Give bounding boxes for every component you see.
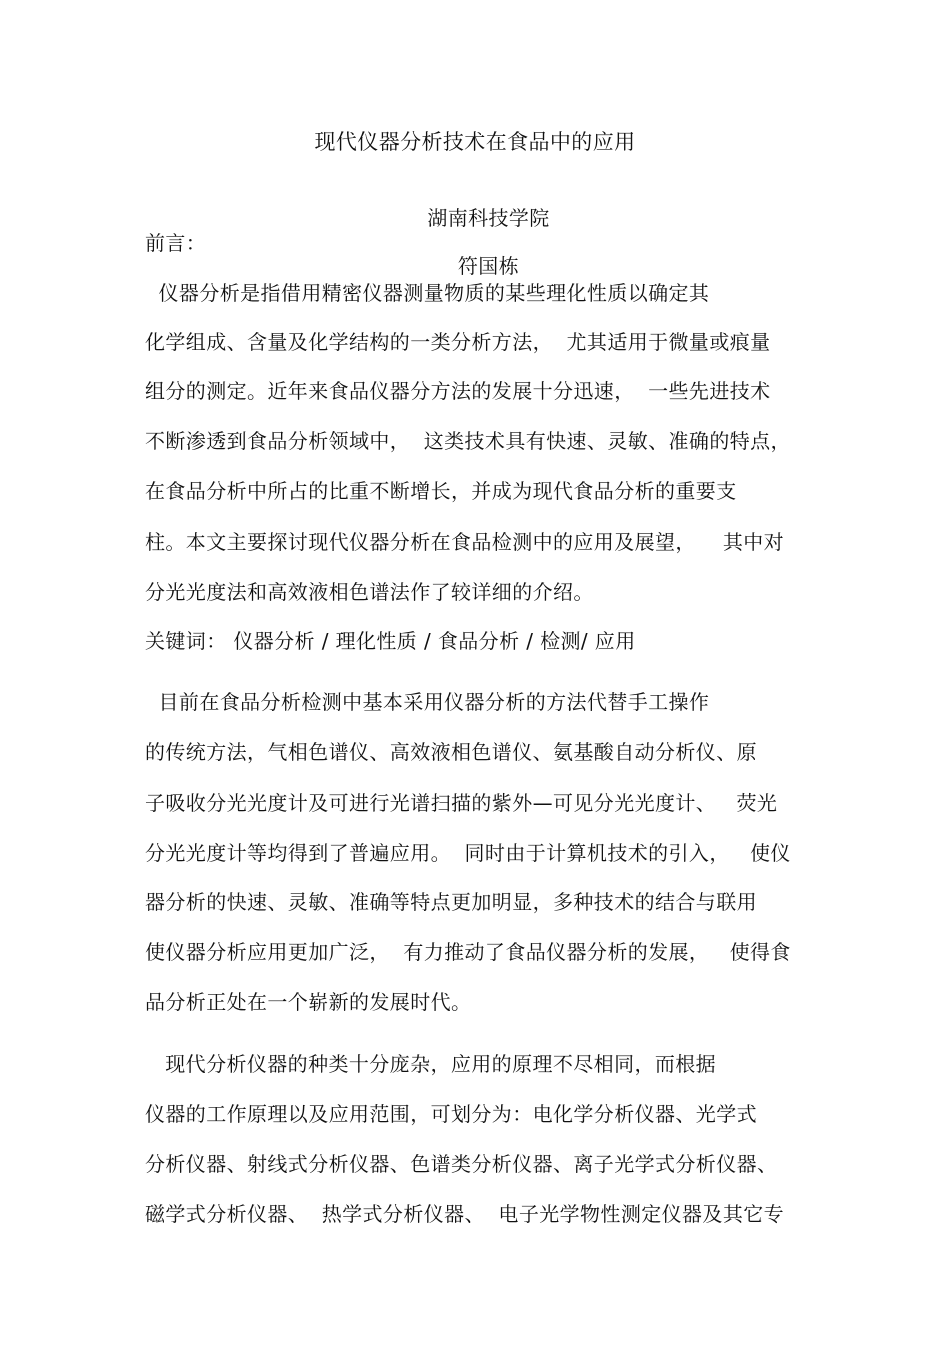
author: 符国栋 xyxy=(457,254,520,278)
paragraph-line: 分析仪器、射线式分析仪器、色谱类分析仪器、离子光学式分析仪器、 xyxy=(145,1152,778,1176)
paragraph-line: 品分析正处在一个崭新的发展时代。 xyxy=(145,990,472,1014)
preface-line: 不断渗透到食品分析领域中， 这类技术具有快速、灵敏、准确的特点， xyxy=(145,429,791,453)
preface-line: 仪器分析是指借用精密仪器测量物质的某些理化性质以确定其 xyxy=(145,281,710,305)
paragraph-line: 子吸收分光光度计及可进行光谱扫描的紫外—可见分光光度计、 荧光 xyxy=(145,791,778,815)
preface-line: 化学组成、含量及化学结构的一类分析方法， 尤其适用于微量或痕量 xyxy=(145,330,771,354)
keywords: 关键词： 仪器分析 / 理化性质 / 食品分析 / 检测/ 应用 xyxy=(145,629,636,653)
paragraph-line: 分光光度计等均得到了普遍应用。 同时由于计算机技术的引入， 使仪 xyxy=(145,841,791,865)
paragraph-line: 目前在食品分析检测中基本采用仪器分析的方法代替手工操作 xyxy=(145,690,710,714)
paragraph-line: 器分析的快速、灵敏、准确等特点更加明显，多种技术的结合与联用 xyxy=(145,890,757,914)
paragraph-line: 磁学式分析仪器、 热学式分析仪器、 电子光学物性测定仪器及其它专 xyxy=(145,1202,785,1226)
document-title: 现代仪器分析技术在食品中的应用 xyxy=(314,130,636,154)
paragraph-line: 现代分析仪器的种类十分庞杂，应用的原理不尽相同，而根据 xyxy=(145,1052,717,1076)
preface-line: 在食品分析中所占的比重不断增长，并成为现代食品分析的重要支 xyxy=(145,479,737,503)
paragraph-line: 使仪器分析应用更加广泛， 有力推动了食品仪器分析的发展， 使得食 xyxy=(145,940,791,964)
preface-line: 组分的测定。近年来食品仪器分方法的发展十分迅速， 一些先进技术 xyxy=(145,379,771,403)
paragraph-line: 的传统方法，气相色谱仪、高效液相色谱仪、氨基酸自动分析仪、原 xyxy=(145,740,757,764)
paragraph-line: 仪器的工作原理以及应用范围，可划分为：电化学分析仪器、光学式 xyxy=(145,1102,757,1126)
preface-line: 柱。本文主要探讨现代仪器分析在食品检测中的应用及展望， 其中对 xyxy=(145,530,785,554)
preface-heading: 前言： xyxy=(145,231,207,255)
preface-line: 分光光度法和高效液相色谱法作了较详细的介绍。 xyxy=(145,580,594,604)
institution: 湖南科技学院 xyxy=(427,206,550,230)
